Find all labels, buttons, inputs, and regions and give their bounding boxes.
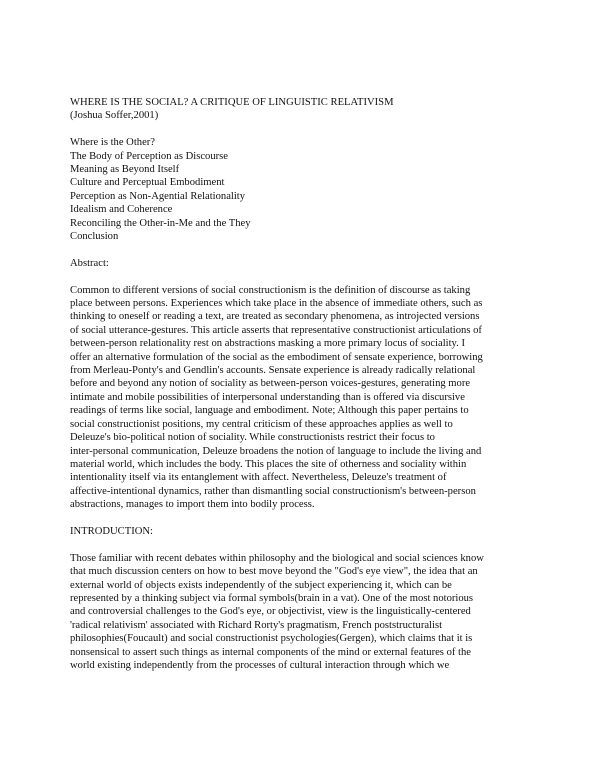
abstract-line: from Merleau-Ponty's and Gendlin's accounts. Sensate experience is already radically relational (70, 365, 476, 377)
abstract-line: between-person relationality rest on abstractions masking a more primary locus of sociality. I (70, 338, 465, 350)
toc-item: Perception as Non-Agential Relationality (70, 190, 246, 202)
toc-item: Where is the Other? (70, 137, 156, 149)
intro-line: that much discussion centers on how to best move beyond the "God's eye view", the idea that an (70, 566, 478, 578)
abstract-line: Common to different versions of social constructionism is the definition of discourse as taking (70, 284, 471, 296)
document-title: WHERE IS THE SOCIAL? A CRITIQUE OF LINGUISTIC RELATIVISM (70, 97, 394, 108)
abstract-line: intimate and mobile possibilities of interpersonal understanding than is offered via discursive (70, 391, 465, 403)
toc-item: Meaning as Beyond Itself (70, 164, 180, 176)
author-line: (Joshua Soffer,2001) (70, 110, 159, 122)
abstract-line: readings of terms like social, language and embodiment. Note; Although this paper pertains to (70, 405, 469, 417)
abstract-line: Deleuze's bio-political notion of sociality. While constructionists restrict their focus to (70, 432, 435, 444)
introduction-paragraph (70, 552, 540, 673)
toc-item: The Body of Perception as Discourse (70, 150, 228, 162)
toc-item: Idealism and Coherence (70, 204, 173, 216)
intro-line: philosophies(Foucault) and social constructionist psychologies(Gergen), which claims that it is (70, 633, 473, 645)
abstract-paragraph (70, 284, 540, 512)
toc-item: Conclusion (70, 231, 119, 243)
table-of-contents (70, 136, 540, 243)
intro-line: external world of objects exists independently of the subject experiencing it, which can be (70, 579, 452, 591)
intro-line: and controversial challenges to the God's eye, or objectivist, view is the linguistically-centered (70, 606, 471, 618)
abstract-line: inter-personal communication, Deleuze broadens the notion of language to include the living and (70, 445, 482, 457)
abstract-line: social constructionist positions, my central criticism of these approaches applies as well to (70, 418, 453, 430)
toc-item: Culture and Perceptual Embodiment (70, 177, 225, 189)
intro-line: world existing independently from the processes of cultural interaction through which we (70, 659, 450, 671)
abstract-line: before and beyond any notion of sociality as between-person voices-gestures, generating more (70, 378, 471, 390)
title-block (70, 96, 540, 123)
abstract-heading: Abstract: (70, 257, 109, 269)
abstract-line: intentionality itself via its entanglement with affect. Nevertheless, Deleuze's treatment of (70, 472, 447, 484)
abstract-line: thinking to oneself or reading a text, are treated as secondary phenomena, as introjected versions (70, 311, 480, 323)
intro-line: Those familiar with recent debates within philosophy and the biological and social sciences know (70, 552, 484, 564)
toc-item: Reconciling the Other-in-Me and the They (70, 217, 251, 229)
intro-line: represented by a thinking subject via formal symbols(brain in a vat). One of the most notorious (70, 592, 474, 604)
abstract-line: affective-intentional dynamics, rather than dismantling social constructionism's between-person (70, 485, 476, 497)
intro-line: 'radical relativism' associated with Richard Rorty's pragmatism, French poststructuralist (70, 619, 443, 631)
introduction-heading: INTRODUCTION: (70, 525, 153, 537)
intro-line: nonsensical to assert such things as internal components of the mind or external features of the (70, 646, 471, 658)
abstract-line: offer an alternative formulation of the social as the embodiment of sensate experience, borrowing (70, 351, 483, 363)
abstract-line: of social utterance-gestures. This article asserts that representative constructionist articulations of (70, 324, 482, 336)
abstract-line: abstractions, manages to import them into bodily process. (70, 499, 315, 511)
abstract-line: material world, which includes the body. This places the site of otherness and sociality within (70, 458, 467, 470)
abstract-line: place between persons. Experiences which take place in the absence of immediate others, such as (70, 298, 483, 310)
document-page (70, 96, 540, 672)
